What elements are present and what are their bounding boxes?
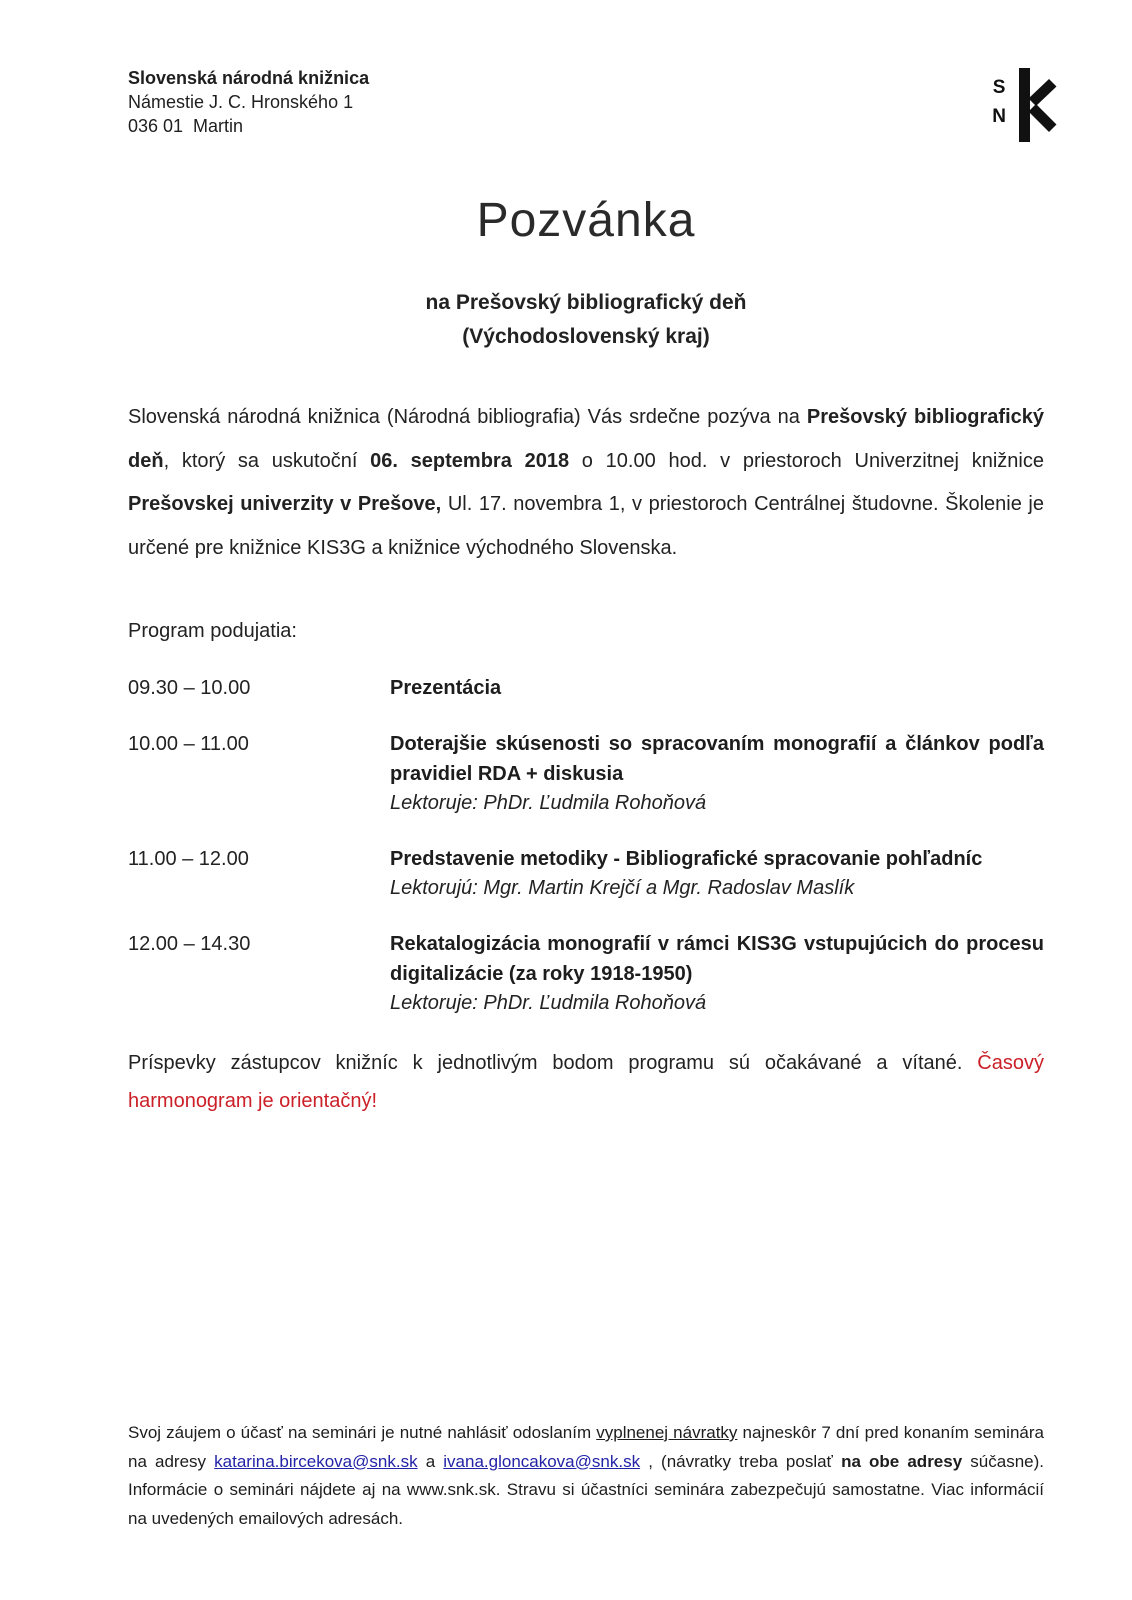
snk-logo-letters xyxy=(992,68,1006,127)
text-segment: , ktorý sa uskutoční xyxy=(163,449,371,472)
program-item-lecturer: Lektorujú: Mgr. Martin Krejčí a Mgr. Radoslav Maslík xyxy=(390,877,855,899)
program-item-content xyxy=(390,844,1044,903)
document-title: Pozvánka xyxy=(476,194,696,247)
program-item xyxy=(128,729,1044,818)
document-subtitle xyxy=(128,286,1044,354)
text-segment: Časový harmonogram je orientačný! xyxy=(128,1052,1044,1112)
text-segment: na obe adresy xyxy=(841,1451,963,1471)
program-item-content xyxy=(390,729,1044,818)
intro-paragraph xyxy=(128,396,1044,570)
address-line-1: Námestie J. C. Hronského 1 xyxy=(128,92,354,112)
text-segment: najneskôr 7 dní pred konaním seminára na adresy xyxy=(128,1423,1044,1471)
program-item-lecturer: Lektoruje: PhDr. Ľudmila Rohoňová xyxy=(390,992,707,1014)
snk-logo xyxy=(992,68,1058,142)
subtitle-line-2: (Východoslovenský kraj) xyxy=(462,325,710,348)
program-item-title: Rekatalogizácia monografií v rámci KIS3G vstupujúcich do procesu digitalizácie (za roky 1918-1950) xyxy=(390,933,1044,985)
program-heading: Program podujatia: xyxy=(128,620,297,642)
program-item-time: 11.00 – 12.00 xyxy=(128,848,249,870)
email-link-katarina[interactable]: katarina.bircekova@snk.sk xyxy=(214,1451,418,1471)
closing-note xyxy=(128,1044,1044,1120)
subtitle-line-1: na Prešovský bibliografický deň xyxy=(425,291,747,314)
program-item-title: Predstavenie metodiky - Bibliografické spracovanie pohľadníc xyxy=(390,848,983,870)
program-item-content xyxy=(390,929,1044,1018)
text-segment: 06. septembra 2018 xyxy=(370,449,570,472)
logo-letter-s: S xyxy=(992,77,1006,98)
return-form-link[interactable]: vyplnenej návratky xyxy=(596,1423,738,1442)
text-segment: Prešovský bibliografický deň xyxy=(128,406,1044,472)
program-list xyxy=(128,673,1044,1018)
program-item-time: 09.30 – 10.00 xyxy=(128,677,251,699)
snk-k-icon xyxy=(1019,68,1058,142)
program-item xyxy=(128,673,1044,703)
program-item xyxy=(128,844,1044,903)
program-item-content xyxy=(390,673,1044,703)
text-segment: a xyxy=(417,1451,444,1471)
program-item-time: 10.00 – 11.00 xyxy=(128,733,249,755)
text-segment: , (návratky treba poslať xyxy=(640,1451,842,1471)
address-line-2: 036 01 Martin xyxy=(128,116,244,136)
program-item-lecturer: Lektoruje: PhDr. Ľudmila Rohoňová xyxy=(390,792,707,814)
text-segment: Príspevky zástupcov knižníc k jednotlivým bodom programu sú očakávané a vítané. xyxy=(128,1052,978,1074)
program-item-title: Prezentácia xyxy=(390,677,502,699)
organization-name: Slovenská národná knižnica xyxy=(128,68,370,88)
text-segment: o 10.00 hod. v priestoroch Univerzitnej knižnice xyxy=(569,449,1044,472)
text-segment: súčasne). Informácie o seminári nájdete aj na www.snk.sk. Stravu si účastníci seminára zabezpečujú samostatne. Viac informácií na uvedených emailových adresách. xyxy=(128,1451,1045,1528)
text-segment: Prešovskej univerzity v Prešove, xyxy=(128,493,442,515)
program-item-title: Doterajšie skúsenosti so spracovaním monografií a článkov podľa pravidiel RDA + diskusia xyxy=(390,733,1044,785)
sender-address-block xyxy=(128,66,1044,138)
logo-letter-n: N xyxy=(992,106,1006,127)
text-segment: Ul. 17. novembra 1, v priestoroch Centrálnej študovne. Školenie je určené pre knižnice KIS3G a knižnice východného Slovenska. xyxy=(128,493,1044,559)
program-item xyxy=(128,929,1044,1018)
text-segment: Svoj záujem o účasť na seminári je nutné nahlásiť odoslaním xyxy=(128,1423,597,1442)
email-link-ivana[interactable]: ivana.gloncakova@snk.sk xyxy=(443,1451,641,1471)
program-item-time: 12.00 – 14.30 xyxy=(128,933,251,955)
footer-paragraph xyxy=(128,1419,1044,1533)
text-segment: Slovenská národná knižnica (Národná bibliografia) Vás srdečne pozýva na xyxy=(128,406,807,428)
